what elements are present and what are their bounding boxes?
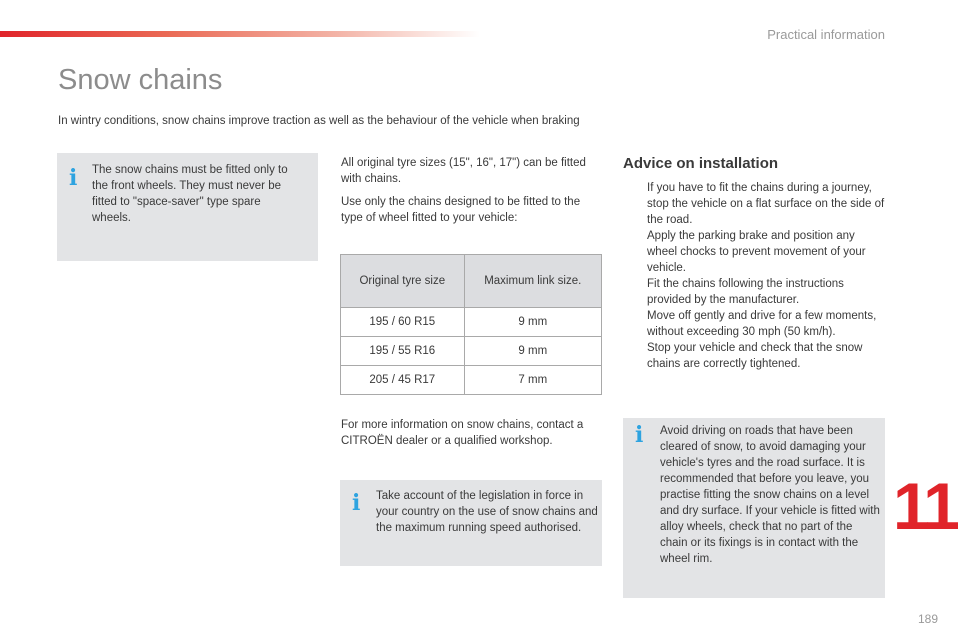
table-row xyxy=(341,366,602,395)
chains-type-paragraph: Use only the chains designed to be fitted to the type of wheel fitted to your vehicle: xyxy=(341,196,581,224)
snow-chain-size-table xyxy=(340,254,602,395)
chapter-number: 11 xyxy=(893,469,957,543)
info-box-text: Take account of the legislation in force in your country on the use of snow chains and the maximum running speed authorised. xyxy=(376,490,598,534)
info-box-text: The snow chains must be fitted only to the front wheels. They must never be fitted to "space-saver" type spare wheels. xyxy=(92,164,288,224)
table-cell: 9 mm xyxy=(464,308,601,337)
list-item xyxy=(623,228,885,276)
info-box-driving-advice xyxy=(623,418,885,598)
advice-list xyxy=(623,180,885,372)
table-header-row xyxy=(341,255,602,308)
header-accent-bar xyxy=(0,31,480,37)
section-label: Practical information xyxy=(767,27,885,42)
list-item-text: If you have to fit the chains during a journey, stop the vehicle on a flat surface on the side of the road. xyxy=(647,182,885,226)
info-icon: i xyxy=(635,422,644,448)
page-title: Snow chains xyxy=(58,64,223,96)
table-cell: 9 mm xyxy=(464,337,601,366)
intro-paragraph: In wintry conditions, snow chains improve traction as well as the behaviour of the vehicle when braking xyxy=(58,115,580,127)
table-row xyxy=(341,308,602,337)
table-row xyxy=(341,337,602,366)
column-header: Maximum link size. xyxy=(464,255,601,308)
page-number: 189 xyxy=(917,612,938,626)
info-box-front-wheels xyxy=(57,153,318,261)
more-info-paragraph: For more information on snow chains, contact a CITROËN dealer or a qualified workshop. xyxy=(341,419,584,447)
list-item-text: Fit the chains following the instructions provided by the manufacturer. xyxy=(647,278,844,306)
list-item-text: Apply the parking brake and position any wheel chocks to prevent movement of your vehicle. xyxy=(647,230,866,274)
list-item xyxy=(623,308,885,340)
list-item xyxy=(623,276,885,308)
list-item-text: Stop your vehicle and check that the snow chains are correctly tightened. xyxy=(647,342,863,370)
column-header: Original tyre size xyxy=(341,255,465,308)
list-item xyxy=(623,340,885,372)
table-cell: 195 / 55 R16 xyxy=(341,337,465,366)
table-cell: 7 mm xyxy=(464,366,601,395)
table-cell: 205 / 45 R17 xyxy=(341,366,465,395)
info-box-text: Avoid driving on roads that have been cleared of snow, to avoid damaging your vehicle's tyres and the road surface. It is recommended that before you leave, you practise fitting the snow chains on a level and dry surface. If your vehicle is fitted with alloy wheels, check that no part of the chain or its fixings is in contact with the wheel rim. xyxy=(660,425,880,565)
info-box-legislation xyxy=(340,480,602,566)
table-cell: 195 / 60 R15 xyxy=(341,308,465,337)
advice-heading: Advice on installation xyxy=(623,155,779,172)
tyre-sizes-paragraph: All original tyre sizes (15", 16", 17") can be fitted with chains. xyxy=(341,157,586,185)
list-item-text: Move off gently and drive for a few moments, without exceeding 30 mph (50 km/h). xyxy=(647,310,877,338)
info-icon: i xyxy=(352,490,361,516)
list-item xyxy=(623,180,885,228)
info-icon: i xyxy=(69,165,78,191)
